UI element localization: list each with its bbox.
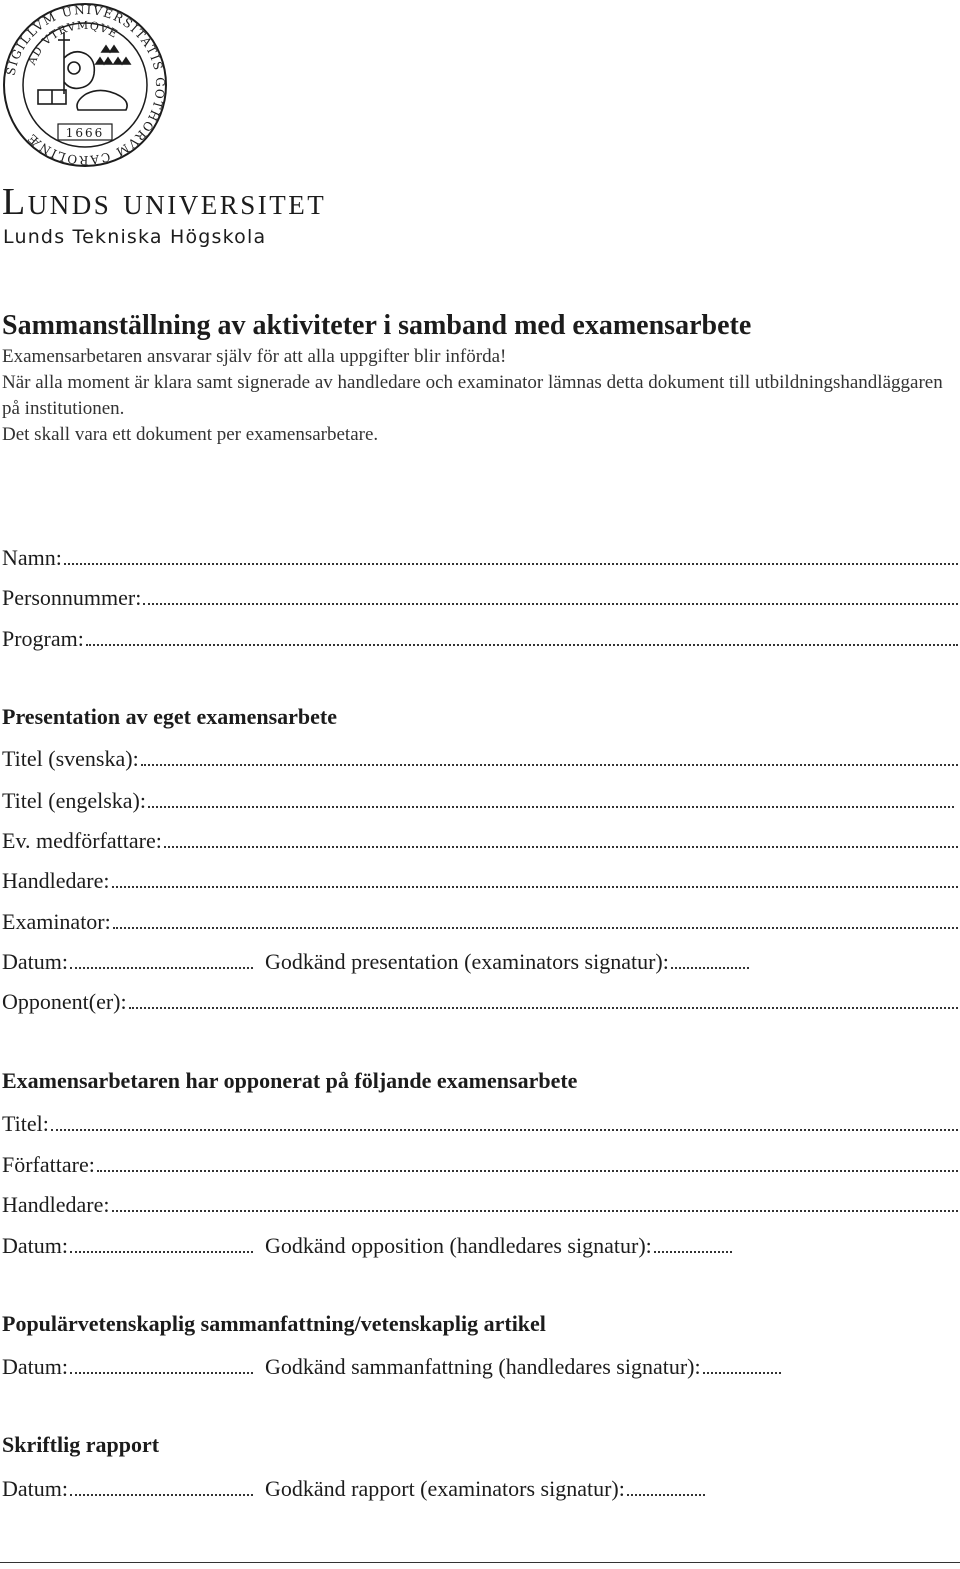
title-sv-field[interactable]	[141, 742, 958, 766]
report-approval-signature-field[interactable]	[627, 1472, 705, 1496]
summary-approval-signature-field[interactable]	[703, 1350, 781, 1374]
presentation-date-field[interactable]	[70, 945, 253, 969]
summary-date-row	[2, 1350, 781, 1382]
summary-date-field[interactable]	[70, 1350, 253, 1374]
intro-line-2: När alla moment är klara samt signerade av handledare och examinator lämnas detta dokument till utbildningshandläggaren på institutionen.	[2, 372, 943, 419]
intro-text	[2, 344, 952, 448]
university-seal-logo	[2, 2, 168, 168]
opposition-title-field[interactable]	[51, 1107, 958, 1131]
report-date-field[interactable]	[70, 1472, 253, 1496]
opposition-date-row	[2, 1229, 732, 1261]
opposition-author-label: Författare:	[2, 1152, 95, 1177]
personnummer-row	[2, 581, 958, 613]
document-title: Sammanställning av aktiviteter i samband med examensarbete	[2, 310, 752, 341]
seal-outer-text: SIGILLVM UNIVERSITATIS GOTHORVM CAROLINÆ	[3, 2, 168, 168]
opponents-label: Opponent(er):	[2, 989, 127, 1014]
opposition-date-label: Datum:	[2, 1233, 68, 1258]
title-en-field[interactable]	[148, 784, 954, 808]
supervisor-row	[2, 864, 958, 896]
title-sv-row	[2, 742, 958, 774]
intro-line-1: Examensarbetaren ansvarar själv för att alla uppgifter blir införda!	[2, 346, 507, 367]
presentation-heading: Presentation av eget examensarbete	[2, 704, 337, 729]
opposition-supervisor-row	[2, 1188, 958, 1220]
presentation-date-row	[2, 945, 749, 977]
report-heading: Skriftlig rapport	[2, 1432, 160, 1457]
opposition-heading: Examensarbetaren har opponerat på följande examensarbete	[2, 1068, 578, 1093]
examiner-field[interactable]	[113, 905, 958, 929]
name-row	[2, 541, 958, 573]
presentation-approval-signature-field[interactable]	[671, 945, 749, 969]
report-approval-label: Godkänd rapport (examinators signatur):	[265, 1476, 625, 1501]
coauthor-row	[2, 824, 958, 856]
coauthor-field[interactable]	[164, 824, 958, 848]
faculty-name: Lunds Tekniska Högskola	[3, 226, 267, 248]
opposition-date-field[interactable]	[70, 1229, 253, 1253]
intro-line-3: Det skall vara ett dokument per examensarbetare.	[2, 424, 379, 445]
opposition-supervisor-field[interactable]	[112, 1188, 959, 1212]
title-en-row	[2, 784, 954, 816]
title-sv-label: Titel (svenska):	[2, 746, 139, 771]
program-row	[2, 622, 958, 654]
opposition-approval-signature-field[interactable]	[654, 1229, 732, 1253]
report-date-row	[2, 1472, 705, 1504]
name-label: Namn:	[2, 545, 62, 570]
title-en-label: Titel (engelska):	[2, 788, 146, 813]
summary-date-label: Datum:	[2, 1354, 68, 1379]
opposition-title-row	[2, 1107, 958, 1139]
supervisor-label: Handledare:	[2, 868, 110, 893]
opposition-author-row	[2, 1148, 958, 1180]
university-wordmark: Lunds universitet	[2, 181, 327, 223]
footer-rule	[0, 1562, 960, 1563]
opposition-supervisor-label: Handledare:	[2, 1192, 110, 1217]
summary-approval-label: Godkänd sammanfattning (handledares signatur):	[265, 1354, 701, 1379]
opposition-author-field[interactable]	[97, 1148, 958, 1172]
report-date-label: Datum:	[2, 1476, 68, 1501]
presentation-approval-label: Godkänd presentation (examinators signatur):	[265, 949, 669, 974]
examiner-row	[2, 905, 958, 937]
opponents-field[interactable]	[129, 985, 958, 1009]
supervisor-field[interactable]	[112, 864, 959, 888]
opponents-row	[2, 985, 958, 1017]
personnummer-field[interactable]	[143, 581, 958, 605]
coauthor-label: Ev. medförfattare:	[2, 828, 162, 853]
program-field[interactable]	[86, 622, 958, 646]
program-label: Program:	[2, 626, 84, 651]
personnummer-label: Personnummer:	[2, 585, 142, 610]
opposition-title-label: Titel:	[2, 1111, 49, 1136]
opposition-approval-label: Godkänd opposition (handledares signatur):	[265, 1233, 652, 1258]
presentation-date-label: Datum:	[2, 949, 68, 974]
examiner-label: Examinator:	[2, 909, 111, 934]
summary-heading: Populärvetenskaplig sammanfattning/vetenskaplig artikel	[2, 1311, 546, 1336]
name-field[interactable]	[64, 541, 958, 565]
seal-inner-text: AD VTRVMQVE	[25, 18, 121, 67]
seal-year: 1666	[65, 126, 105, 140]
